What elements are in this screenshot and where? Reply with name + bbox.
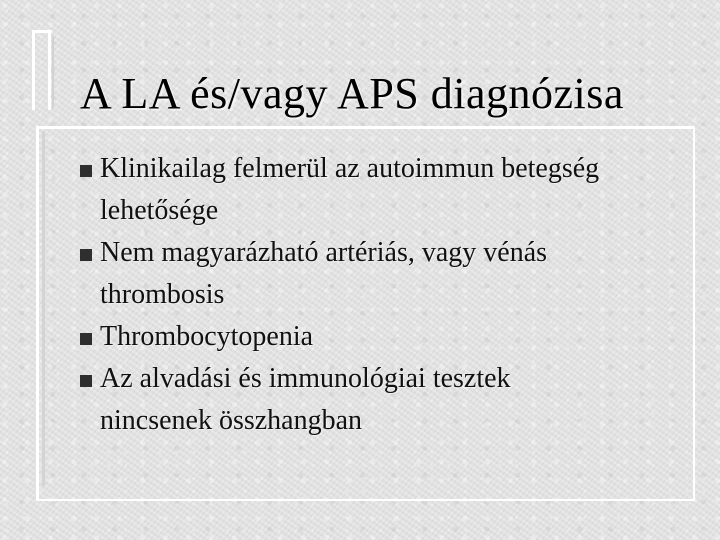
square-bullet-icon — [80, 165, 92, 177]
bullet-item — [70, 358, 690, 442]
square-bullet-icon — [80, 249, 92, 261]
bullet-text-line: nincsenek összhangban — [100, 405, 363, 436]
decorative-frame-line — [48, 30, 51, 110]
bullet-list — [70, 148, 690, 442]
bullet-text-line: lehetősége — [100, 195, 219, 226]
bullet-item — [70, 148, 690, 232]
bullet-text-line: thrombosis — [100, 279, 225, 310]
square-bullet-icon — [80, 375, 92, 387]
bullet-text-line: Klinikailag felmerül az autoimmun betegség — [100, 153, 600, 184]
square-bullet-icon — [80, 333, 92, 345]
bullet-text-line: Thrombocytopenia — [100, 321, 314, 352]
decorative-frame-shadow — [52, 36, 54, 108]
decorative-frame-shadow — [42, 131, 45, 486]
slide-title: A LA és/vagy APS diagnózisa — [80, 69, 624, 118]
decorative-frame-line — [32, 30, 35, 110]
bullet-item — [70, 232, 690, 316]
bullet-text-line: Nem magyarázható artériás, vagy vénás — [100, 237, 548, 268]
bullet-text-line: Az alvadási és immunológiai tesztek — [100, 363, 511, 394]
bullet-item — [70, 316, 690, 358]
decorative-frame-line — [32, 30, 52, 33]
